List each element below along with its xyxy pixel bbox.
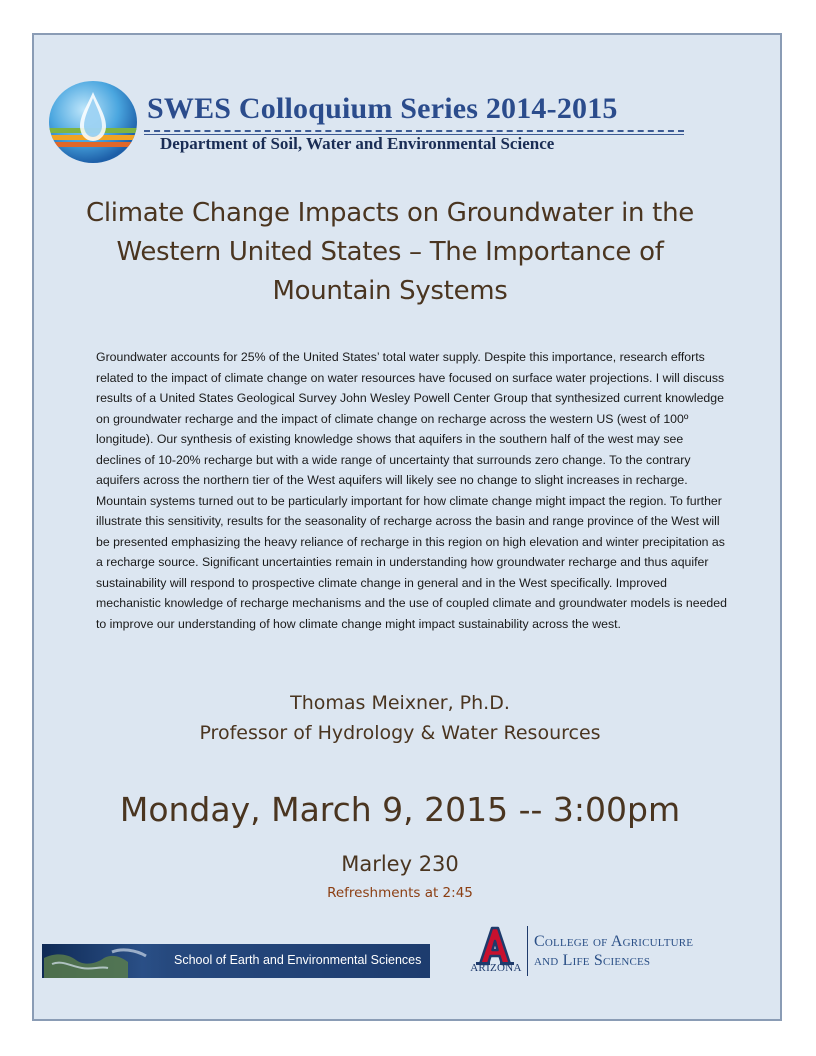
earth-image-icon bbox=[42, 944, 167, 978]
event-date-time: Monday, March 9, 2015 -- 3:00pm bbox=[119, 790, 681, 829]
series-title-underline bbox=[144, 130, 684, 132]
refreshments-note: Refreshments at 2:45 bbox=[327, 885, 473, 901]
cals-name-line2: and Life Sciences bbox=[534, 952, 651, 969]
talk-title: Climate Change Impacts on Groundwater in the Western United States – The Importance of Mountain Systems bbox=[86, 198, 694, 306]
series-title: SWES Colloquium Series 2014-2015 bbox=[147, 92, 618, 125]
speaker-name: Thomas Meixner, Ph.D. bbox=[290, 692, 510, 714]
school-earth-env-sciences-banner bbox=[42, 944, 430, 978]
arizona-wordmark: ARIZONA bbox=[470, 962, 522, 974]
cals-name bbox=[534, 932, 693, 970]
event-room: Marley 230 bbox=[341, 852, 459, 876]
talk-abstract: Groundwater accounts for 25% of the United States’ total water supply. Despite this importance, research efforts related to the impact of climate change on water resources have focused on surface water projections. I will discuss results of a United States Geological Survey John Wesley Powell Center Group that synthesized current knowledge on groundwater recharge and the impact of climate change on recharge across the western US (west of 100º longitude). Our synthesis of existing knowledge shows that aquifers in the southern half of the west may see declines of 10-20% recharge but with a wide range of uncertainty that surrounds zero change. To the contrary aquifers across the northern tier of the West aquifers will likely see no change to slight increases in recharge. Mountain systems turned out to be particularly important for how climate change might impact the region. To further illustrate this sensitivity, results for the seasonality of recharge across the basin and range province of the West will be presented emphasizing the heavy reliance of recharge in this region on high elevation and winter precipitation as a recharge source. Significant uncertainties remain in understanding how groundwater recharge and thus aquifer sustainability will respond to prospective climate change in general and in the West specifically. Improved mechanistic knowledge of recharge mechanisms and the use of coupled climate and groundwater models is needed to improve our understanding of how climate change might impact sustainability across the west. bbox=[96, 350, 727, 631]
speaker-title: Professor of Hydrology & Water Resources bbox=[199, 722, 601, 744]
university-of-arizona-a-logo-icon bbox=[470, 926, 520, 966]
cals-name-line1: College of Agriculture bbox=[534, 933, 694, 950]
school-name-label: School of Earth and Environmental Sciences bbox=[174, 953, 422, 967]
logo-divider bbox=[527, 926, 528, 976]
water-drop-logo-icon bbox=[47, 80, 139, 164]
department-name: Department of Soil, Water and Environmental Science bbox=[160, 134, 555, 153]
